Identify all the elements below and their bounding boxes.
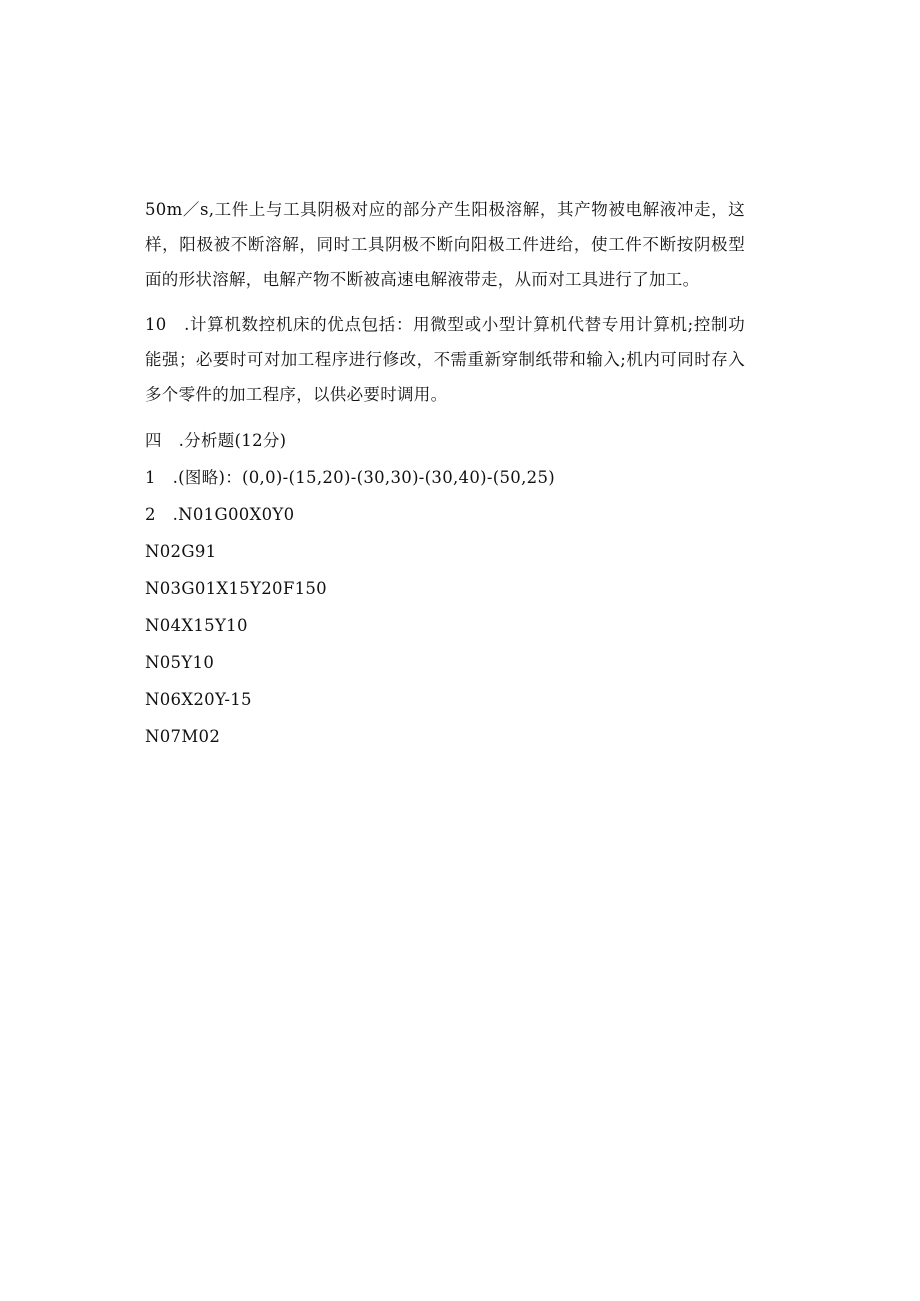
- document-body: [145, 192, 745, 755]
- code-line: N04X15Y10: [145, 616, 248, 635]
- paragraph-electrolytic-machining: 50m／s,工件上与工具阴极对应的部分产生阳极溶解，其产物被电解液冲走，这样，阳极被不断溶解，同时工具阴极不断向阳极工件进给，使工件不断按阴极型面的形状溶解，电解产物不断被高速电解液带走，从而对工具进行了加工。: [145, 200, 745, 289]
- code-line: N02G91: [145, 542, 217, 561]
- section-heading-analysis: 四 .分析题(12分): [145, 431, 287, 450]
- answer-2-code-start: 2 .N01G00X0Y0: [145, 505, 295, 524]
- answer-1-coordinates: 1 .(图略)：(0,0)-(15,20)-(30,30)-(30,40)-(50,25): [145, 468, 555, 487]
- code-line: N07M02: [145, 727, 221, 746]
- code-line: N05Y10: [145, 653, 215, 672]
- code-line: N06X20Y-15: [145, 690, 252, 709]
- code-line: N03G01X15Y20F150: [145, 579, 327, 598]
- paragraph-cnc-advantages: 10 .计算机数控机床的优点包括：用微型或小型计算机代替专用计算机;控制功能强；必要时可对加工程序进行修改，不需重新穿制纸带和输入;机内可同时存入多个零件的加工程序，以供必要时调用。: [145, 315, 745, 404]
